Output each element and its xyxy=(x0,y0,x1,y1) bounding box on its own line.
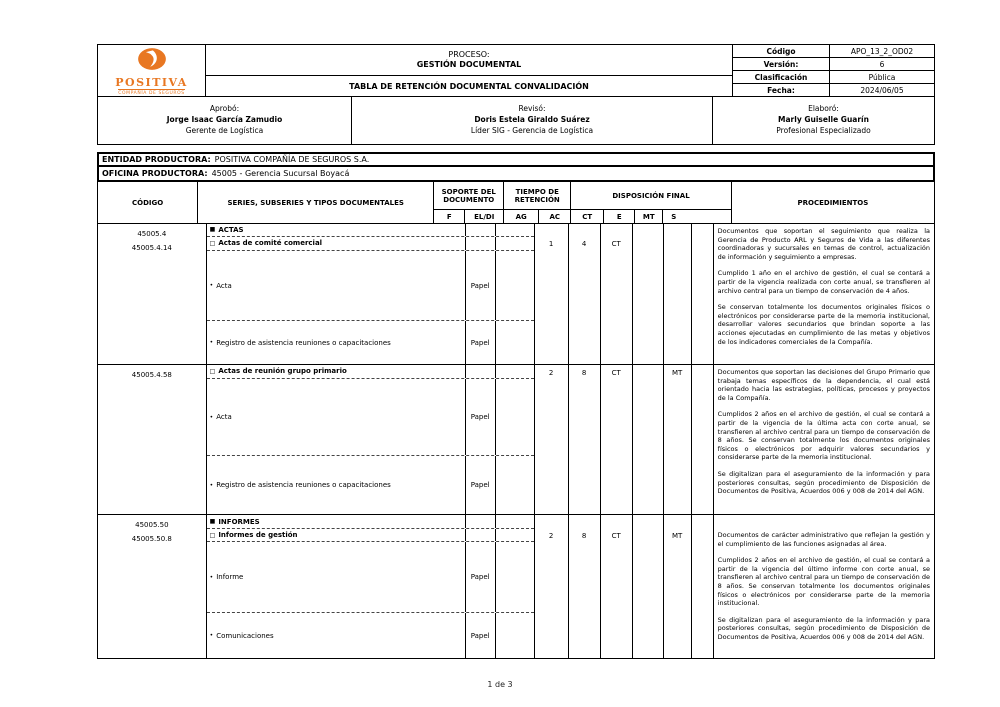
meta-value: 2024/06/05 xyxy=(860,85,904,95)
subseries-title-row xyxy=(207,237,534,251)
spacer xyxy=(97,145,935,152)
meta-value: Pública xyxy=(868,72,896,82)
ct-value: CT xyxy=(600,515,632,658)
table-row-group-actas-comite xyxy=(98,224,934,365)
page-number: 1 de 3 xyxy=(487,680,513,689)
entidad-label: ENTIDAD PRODUCTORA: xyxy=(102,155,211,164)
tipo-name: Informe xyxy=(216,573,244,581)
tipo-row xyxy=(207,251,534,322)
table-row-group-actas-grupo-primario xyxy=(98,365,934,515)
tipo-row xyxy=(207,321,534,364)
column-group-disposicion xyxy=(570,182,731,223)
procedure-paragraph: Se conservan totalmente los documentos originales físicos o electrónicos por considerarse parte de la memoria institucional, desarrollar valores secundarios que brindan soporte a las acciones ejecutadas en cumplimiento de las metas y objetivos de los indicadores comerciales de la Compañía. xyxy=(717,303,930,346)
signature-role: Revisó: xyxy=(518,104,546,113)
procedure-paragraph: Se digitalizan para el aseguramiento de la información y para posteriores consultas, según procedimiento de Disposición de Documentos de Positiva, Acuerdos 006 y 008 de 2014 del AGN. xyxy=(717,469,930,496)
series-cell xyxy=(206,224,534,364)
series-cell xyxy=(206,365,534,514)
column-group-soporte xyxy=(433,182,503,223)
column-header-tiempo: TIEMPO DE RETENCIÓN xyxy=(504,182,570,210)
soporte-f-value: Papel xyxy=(465,542,495,612)
tipo-row xyxy=(207,542,534,613)
signature-name: Marly Guiselle Guarín xyxy=(778,115,869,124)
procedure-paragraph: Cumplido 1 año en el archivo de gestión, el cual se contará a partir de la vigencia realizada con corte anual, se transfieren al archivo central para un tiempo de conservación de 4 años. xyxy=(717,269,930,295)
document-header xyxy=(97,44,935,97)
column-header-procedimientos: PROCEDIMIENTOS xyxy=(731,182,934,223)
subcolumn-ac: AC xyxy=(538,210,570,223)
tipo-name: Comunicaciones xyxy=(216,631,274,640)
procedimientos-cell xyxy=(713,515,934,658)
entidad-productora-row xyxy=(97,152,935,167)
signature-role: Elaboró: xyxy=(808,104,839,113)
meta-value: 6 xyxy=(879,59,885,69)
column-header-codigo: CÓDIGO xyxy=(131,198,164,207)
tiempo-subcolumns xyxy=(504,210,570,223)
positiva-bird-icon xyxy=(134,46,170,76)
signature-aprobo xyxy=(98,97,351,144)
mt-value: MT xyxy=(663,365,691,514)
ac-value: 4 xyxy=(568,224,600,364)
procedure-paragraph: Cumplidos 2 años en el archivo de gestión, el cual se contará a partir de la vigencia de la última acta con corte anual, se transfieren al archivo central para un tiempo de conservación de 8 años. Se conservan totalmente los documentos originales físicos o electrónicos por adquirir valores secundarios y considerarse parte de la memoria institucional. xyxy=(717,410,930,462)
company-logo xyxy=(98,45,206,96)
header-meta-table xyxy=(732,45,934,96)
logo-tagline: COMPAÑÍA DE SEGUROS xyxy=(118,90,185,96)
tipo-name: Acta xyxy=(216,413,232,422)
ac-value: 8 xyxy=(568,365,600,514)
series-code: 45005.50 xyxy=(135,521,169,529)
subseries-title-row xyxy=(207,365,534,379)
subseries-code: 45005.4.58 xyxy=(131,371,172,379)
signature-name: Jorge Isaac García Zamudio xyxy=(166,115,283,124)
subseries-title: Informes de gestión xyxy=(218,531,298,539)
soporte-f-value: Papel xyxy=(465,251,495,321)
subcolumn-eldi: EL/DI xyxy=(464,210,503,223)
subseries-code: 45005.4.14 xyxy=(131,244,172,252)
tipo-row xyxy=(207,456,534,514)
column-header-disposicion: DISPOSICIÓN FINAL xyxy=(571,182,731,210)
subcolumn-f: F xyxy=(446,212,452,221)
soporte-f-value: Papel xyxy=(465,321,495,364)
subseries-title: Actas de reunión grupo primario xyxy=(218,367,347,376)
ct-value: CT xyxy=(600,365,632,514)
meta-label: Clasificación xyxy=(733,71,830,83)
process-label: PROCESO: xyxy=(448,50,490,59)
dot-icon: • xyxy=(209,481,214,489)
series-title: ACTAS xyxy=(218,225,244,234)
e-value xyxy=(632,365,663,514)
subseries-title: Actas de comité comercial xyxy=(218,239,323,248)
process-value: GESTIÓN DOCUMENTAL xyxy=(416,60,522,69)
mt-value xyxy=(663,224,691,364)
dot-icon: • xyxy=(209,282,214,290)
ct-value: CT xyxy=(600,224,632,364)
meta-value: APO_13_2_OD02 xyxy=(850,46,914,56)
column-group-tiempo xyxy=(503,182,570,223)
signature-name: Doris Estela Giraldo Suárez xyxy=(474,115,590,124)
tipo-name: Registro de asistencia reuniones o capacitaciones xyxy=(216,338,391,347)
series-cell xyxy=(206,515,534,658)
ag-value: 2 xyxy=(534,365,568,514)
document-title: TABLA DE RETENCIÓN DOCUMENTAL CONVALIDACIÓN xyxy=(349,81,589,91)
code-cell xyxy=(98,224,206,364)
procedure-paragraph: Se digitalizan para el aseguramiento de la información y para posteriores consultas, según procedimiento de Disposición de Documentos de Positiva, Acuerdos 006 y 008 de 2014 del AGN. xyxy=(717,615,930,641)
column-header-series: SERIES, SUBSERIES Y TIPOS DOCUMENTALES xyxy=(197,182,433,223)
meta-label: Versión: xyxy=(733,58,830,70)
open-square-icon: □ xyxy=(209,367,216,375)
procedure-paragraph: Documentos que soportan las decisiones del Grupo Primario que trabaja temas específicos de la dependencia, el cual está orientado hacia las estrategias, políticas, procesos y proyectos de la Compañía. xyxy=(717,368,930,402)
process-cell xyxy=(206,45,732,76)
ac-value: 8 xyxy=(568,515,600,658)
subcolumn-mt: MT xyxy=(634,210,662,223)
procedure-paragraph: Cumplidos 2 años en el archivo de gestión, el cual se contará a partir de la vigencia del último informe con corte anual, se transfieren al archivo central para un tiempo de conservación de 8 años. Se conservan totalmente los documentos originales físicos o electrónicos por considerarse parte de la memoria institucional. xyxy=(717,556,930,608)
series-title-row xyxy=(207,224,534,237)
table-row-group-informes-gestion xyxy=(98,515,934,658)
subseries-code: 45005.50.8 xyxy=(131,535,172,543)
series-title: INFORMES xyxy=(218,517,260,526)
procedure-paragraph: Documentos de carácter administrativo que reflejan la gestión y el cumplimiento de las funciones asignadas al área. xyxy=(717,531,930,548)
soporte-f-value: Papel xyxy=(465,613,495,658)
soporte-subcolumns xyxy=(434,210,503,223)
signature-title: Gerente de Logística xyxy=(185,126,264,135)
header-center xyxy=(206,45,732,96)
filled-square-icon: ■ xyxy=(209,226,216,234)
s-value xyxy=(691,365,713,514)
series-title-row xyxy=(207,515,534,529)
ag-value: 2 xyxy=(534,515,568,658)
dot-icon: • xyxy=(209,632,214,639)
dot-icon: • xyxy=(209,339,214,347)
oficina-value: 45005 - Gerencia Sucursal Boyacá xyxy=(211,169,350,178)
meta-row-fecha xyxy=(733,84,934,96)
signature-title: Líder SIG - Gerencia de Logística xyxy=(470,126,594,135)
ag-value: 1 xyxy=(534,224,568,364)
column-header-soporte: SOPORTE DEL DOCUMENTO xyxy=(434,182,503,210)
signature-role: Aprobó: xyxy=(209,104,240,113)
table-header xyxy=(98,182,934,224)
signature-elaboro xyxy=(713,97,934,144)
signature-band xyxy=(97,97,935,145)
dot-icon: • xyxy=(209,413,214,421)
tipo-name: Acta xyxy=(216,281,232,290)
signature-reviso xyxy=(351,97,713,144)
tipo-name: Registro de asistencia reuniones o capacitaciones xyxy=(216,481,391,490)
mt-value: MT xyxy=(663,515,691,658)
meta-row-codigo xyxy=(733,45,934,58)
subcolumn-ct: CT xyxy=(582,212,593,221)
subseries-title-row xyxy=(207,529,534,542)
dot-icon: • xyxy=(209,573,214,581)
code-cell xyxy=(98,365,206,514)
soporte-f-value: Papel xyxy=(465,379,495,455)
subcolumn-ag: AG xyxy=(515,212,527,221)
subcolumn-s: S xyxy=(662,210,684,223)
series-code: 45005.4 xyxy=(137,230,167,238)
soporte-f-value: Papel xyxy=(465,456,495,514)
disposicion-subcolumns xyxy=(571,210,731,223)
tipo-row xyxy=(207,379,534,456)
meta-row-version xyxy=(733,58,934,71)
s-value xyxy=(691,515,713,658)
meta-label: Código xyxy=(733,45,830,57)
logo-wordmark: POSITIVA xyxy=(115,75,188,89)
oficina-productora-row xyxy=(97,167,935,182)
signature-title: Profesional Especializado xyxy=(776,126,871,135)
retention-table-document xyxy=(97,44,935,659)
open-square-icon: □ xyxy=(209,239,216,247)
subcolumn-e: E xyxy=(603,210,634,223)
open-square-icon: □ xyxy=(209,531,216,539)
meta-row-clasificacion xyxy=(733,71,934,84)
filled-square-icon: ■ xyxy=(209,518,216,525)
meta-label: Fecha: xyxy=(733,84,830,96)
procedimientos-cell xyxy=(713,365,934,514)
s-value xyxy=(691,224,713,364)
retention-table xyxy=(97,182,935,659)
code-cell xyxy=(98,515,206,658)
procedure-paragraph: Documentos que soportan el seguimiento que realiza la Gerencia de Producto ARL y Seguros de Vida a las diferentes coordinadoras y sucursales en temas de control, actualización de información y seguimiento a empresas. xyxy=(717,227,930,261)
procedimientos-cell xyxy=(713,224,934,364)
e-value xyxy=(632,224,663,364)
oficina-label: OFICINA PRODUCTORA: xyxy=(102,169,208,178)
e-value xyxy=(632,515,663,658)
tipo-row xyxy=(207,613,534,658)
entidad-value: POSITIVA COMPAÑÍA DE SEGUROS S.A. xyxy=(214,155,370,164)
